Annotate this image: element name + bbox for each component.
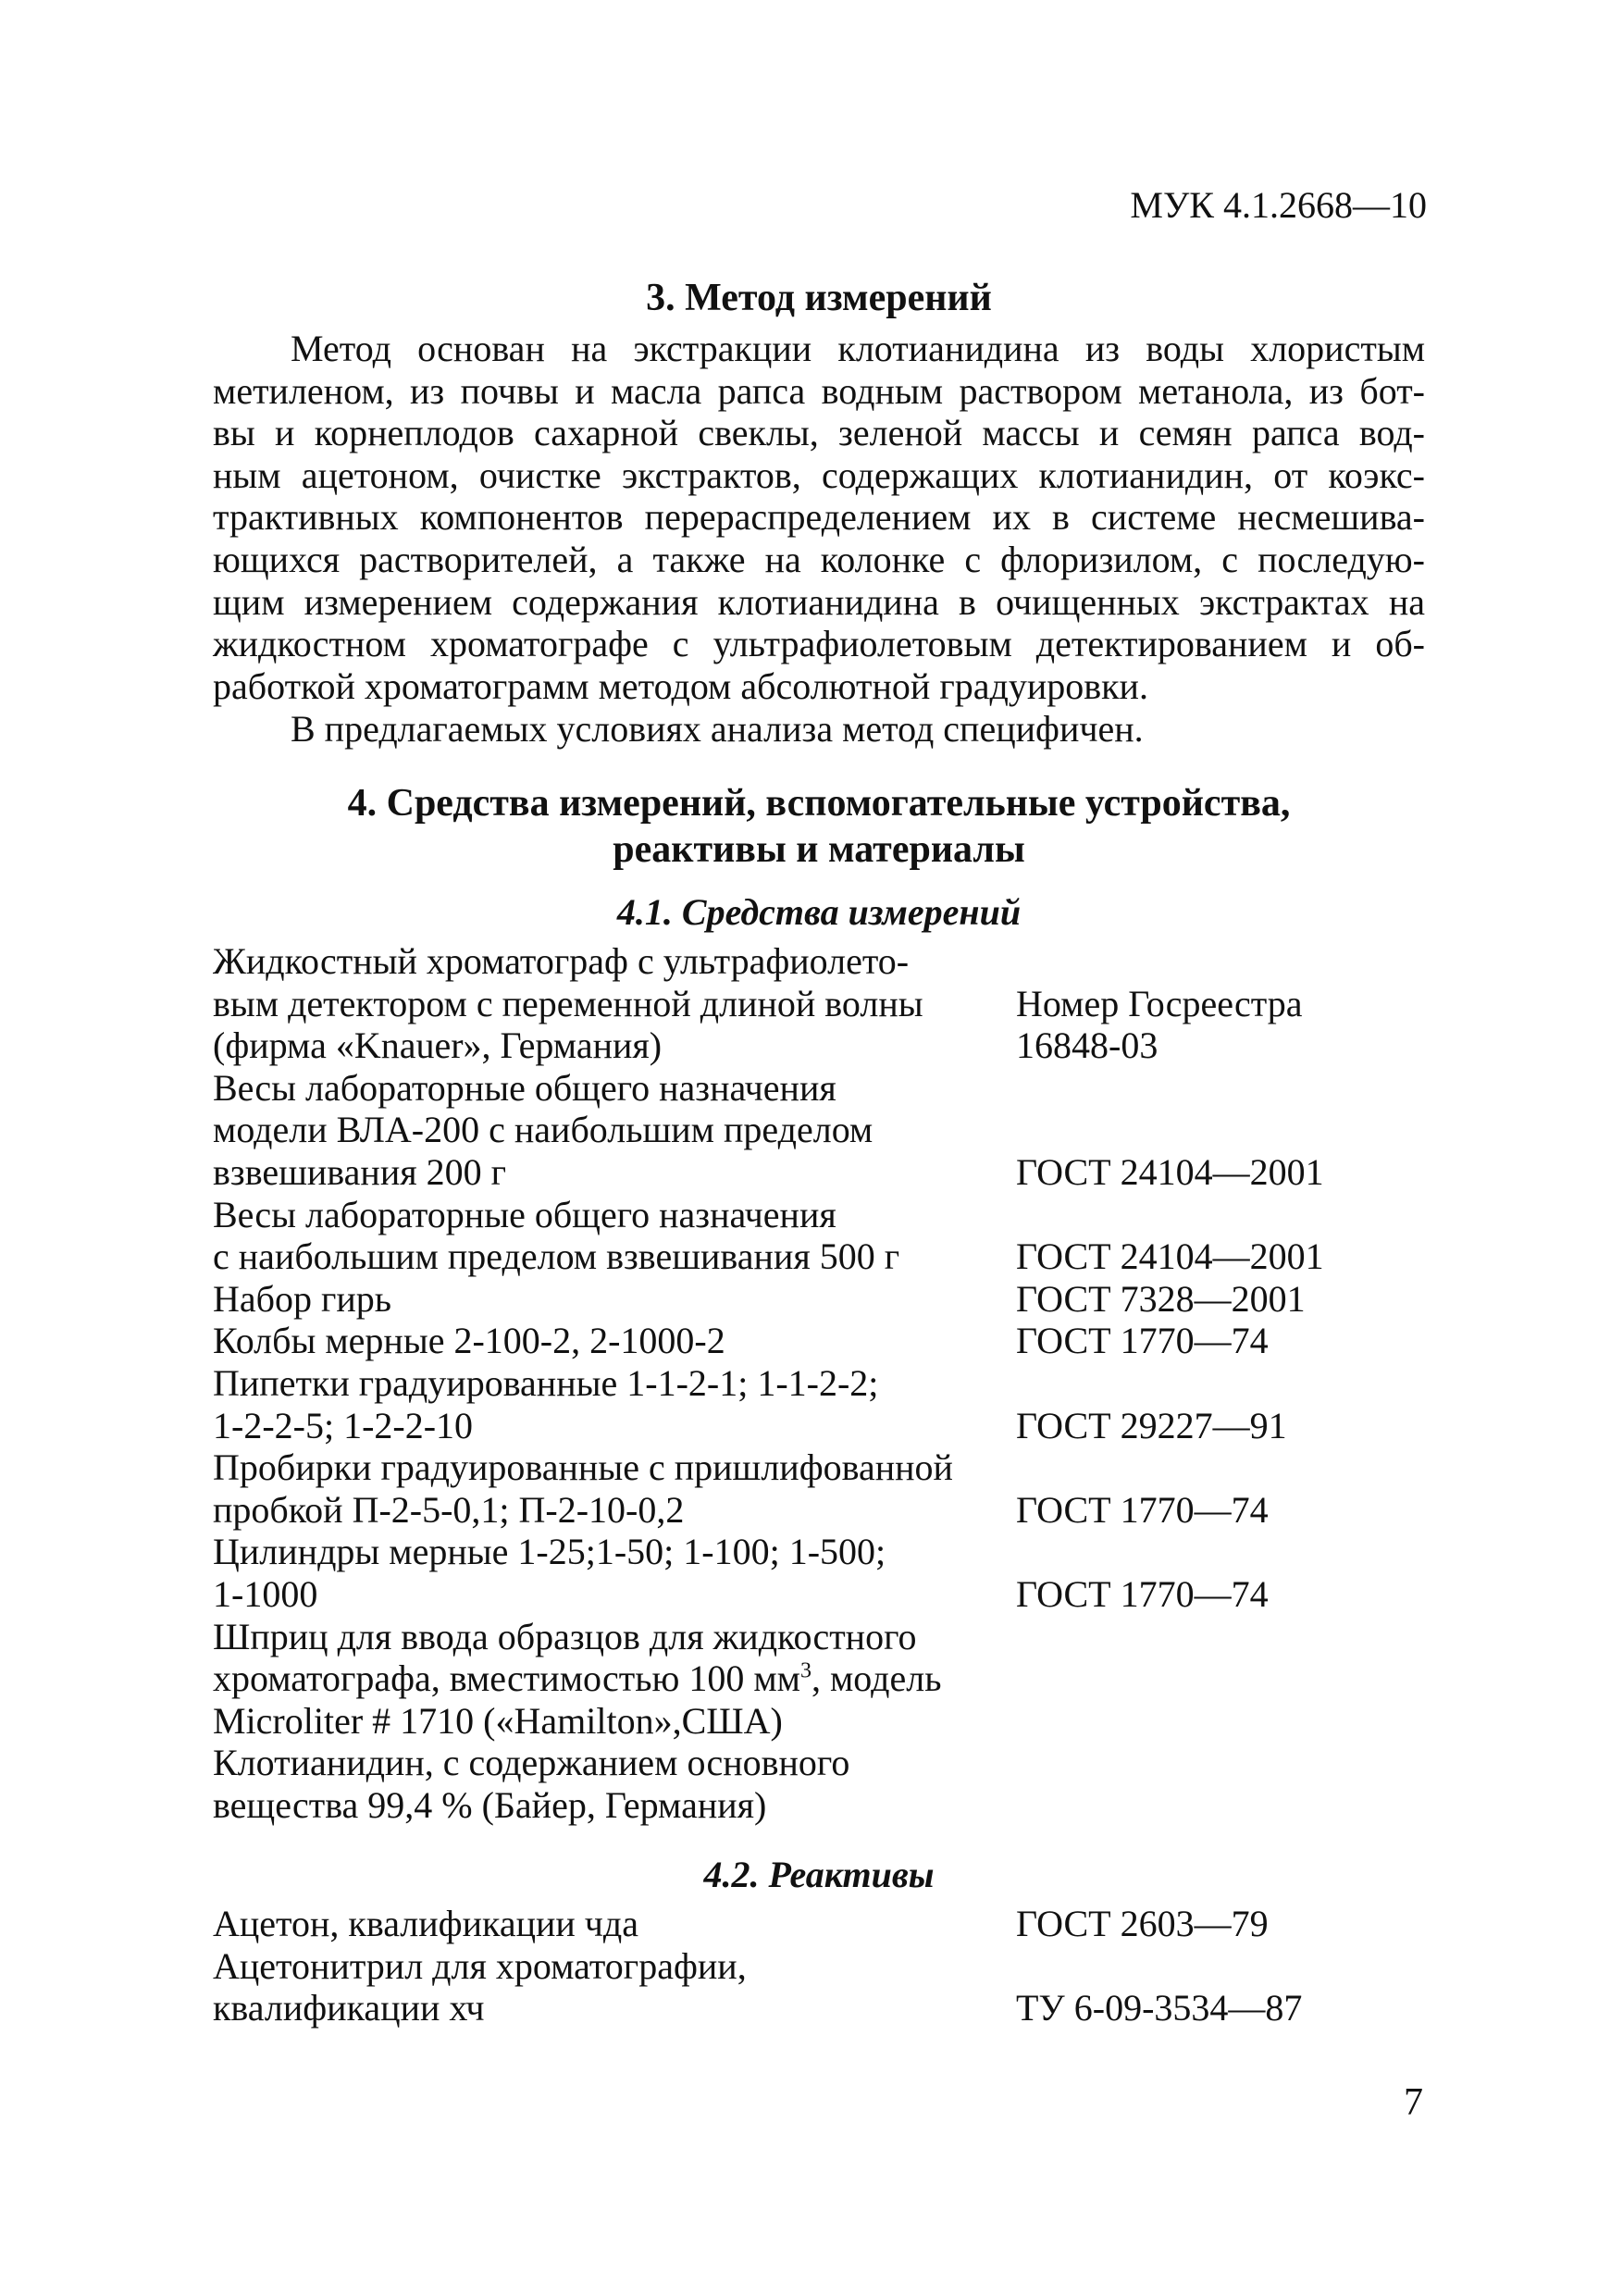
paragraph-line: вы и корнеплодов сахарной свеклы, зеленой массы и семян рапса вод-: [213, 412, 1425, 454]
list-item: [213, 1903, 1425, 1945]
item-name: Ацетонитрил для хроматографии, квалификации хч: [213, 1944, 747, 2029]
item-name: Набор гирь: [213, 1277, 392, 1320]
item-name: Колбы мерные 2-100-2, 2-1000-2: [213, 1320, 725, 1362]
list-item: [213, 940, 1425, 1067]
item-reference: ГОСТ 24104—2001: [1016, 1235, 1324, 1278]
item-reference: ГОСТ 7328—2001: [1016, 1277, 1306, 1320]
subsection-4-1-heading: 4.1. Средства измерений: [616, 891, 1022, 933]
list-item: [213, 1531, 1425, 1615]
paragraph-line: жидкостном хроматографе с ультрафиолетовым детектированием и об-: [213, 623, 1425, 665]
syringe-line-3: Microliter # 1710 («Hamilton»,США): [213, 1699, 783, 1742]
section-4-heading: [213, 780, 1425, 873]
item-reference: ТУ 6-09-3534—87: [1016, 1987, 1303, 2029]
item-name: Ацетон, квалификации чда: [213, 1903, 639, 1944]
item-name: Весы лабораторные общего назначения модели ВЛА-200 с наибольшим пределом взвешивания 200 г: [213, 1066, 873, 1193]
section-3-paragraph-2: В предлагаемых условиях анализа метод специфичен.: [291, 708, 1144, 750]
item-reference: ГОСТ 1770—74: [1016, 1488, 1269, 1531]
paragraph-line: метиленом, из почвы и масла рапса водным раствором метанола, из бот-: [213, 369, 1425, 412]
item-reference: ГОСТ 2603—79: [1016, 1903, 1269, 1944]
paragraph-line: работкой хроматограмм методом абсолютной градуировки.: [213, 664, 1148, 707]
item-name: Цилиндры мерные 1-25;1-50; 1-100; 1-500; 1-1000: [213, 1531, 886, 1615]
item-reference: ГОСТ 24104—2001: [1016, 1150, 1324, 1193]
section-3-heading: 3. Метод измерений: [646, 277, 992, 319]
section-4-heading-line-2: реактивы и материалы: [613, 828, 1025, 871]
reagents-list: [213, 1903, 1425, 2029]
syringe-line-1: Шприц для ввода образцов для жидкостного: [213, 1615, 917, 1657]
list-item: [213, 1446, 1425, 1531]
document-code: МУК 4.1.2668—10: [1130, 184, 1427, 226]
section-3-paragraph-1: [213, 328, 1425, 707]
superscript: 3: [799, 1658, 812, 1683]
item-name: Клотианидин, с содержанием основного вещества 99,4 % (Байер, Германия): [213, 1742, 850, 1826]
item-name: Жидкостный хроматограф с ультрафиолето- вым детектором с переменной длиной волны (фирма «Knauer», Германия): [213, 940, 923, 1067]
item-name: Пробирки градуированные с пришлифованной пробкой П-2-5-0,1; П-2-10-0,2: [213, 1446, 953, 1531]
syringe-line-2: [213, 1657, 1009, 1700]
item-name: [213, 1616, 1009, 1743]
syringe-line-2-text: хроматографа, вместимостью 100 мм: [213, 1657, 800, 1700]
paragraph-line: Метод основан на экстракции клотианидина из воды хлористым: [291, 328, 1425, 369]
list-item: [213, 1362, 1425, 1446]
page-number: 7: [1404, 2081, 1423, 2124]
instruments-list: [213, 940, 1425, 1826]
item-reference: ГОСТ 1770—74: [1016, 1572, 1269, 1615]
list-item: [213, 1320, 1425, 1362]
list-item: [213, 1194, 1425, 1278]
item-name: Пипетки градуированные 1-1-2-1; 1-1-2-2; 1-2-2-5; 1-2-2-10: [213, 1361, 879, 1446]
syringe-line-2-tail: , модель: [811, 1657, 942, 1700]
item-reference: Номер Госреестра 16848-03: [1016, 982, 1303, 1067]
paragraph-line: щим измерением содержания клотианидина в очищенных экстрактах на: [213, 580, 1425, 623]
item-reference: ГОСТ 29227—91: [1016, 1404, 1287, 1446]
paragraph-line: ющихся растворителей, а также на колонке с флоризилом, с последую-: [213, 538, 1425, 580]
paragraph-line: ным ацетоном, очистке экстрактов, содержащих клотианидин, от коэкс-: [213, 453, 1425, 496]
item-name: Весы лабораторные общего назначения с наибольшим пределом взвешивания 500 г: [213, 1193, 900, 1278]
section-4-heading-line-1: 4. Средства измерений, вспомогательные устройства,: [347, 782, 1291, 825]
item-reference: ГОСТ 1770—74: [1016, 1320, 1269, 1362]
list-item-syringe: [213, 1616, 1425, 1743]
list-item: [213, 1742, 1425, 1826]
list-item: [213, 1945, 1425, 2029]
list-item: [213, 1278, 1425, 1321]
subsection-4-2-heading: 4.2. Реактивы: [703, 1854, 935, 1895]
list-item: [213, 1067, 1425, 1194]
paragraph-line: трактивных компонентов перераспределением их в системе несмешива-: [213, 496, 1425, 539]
